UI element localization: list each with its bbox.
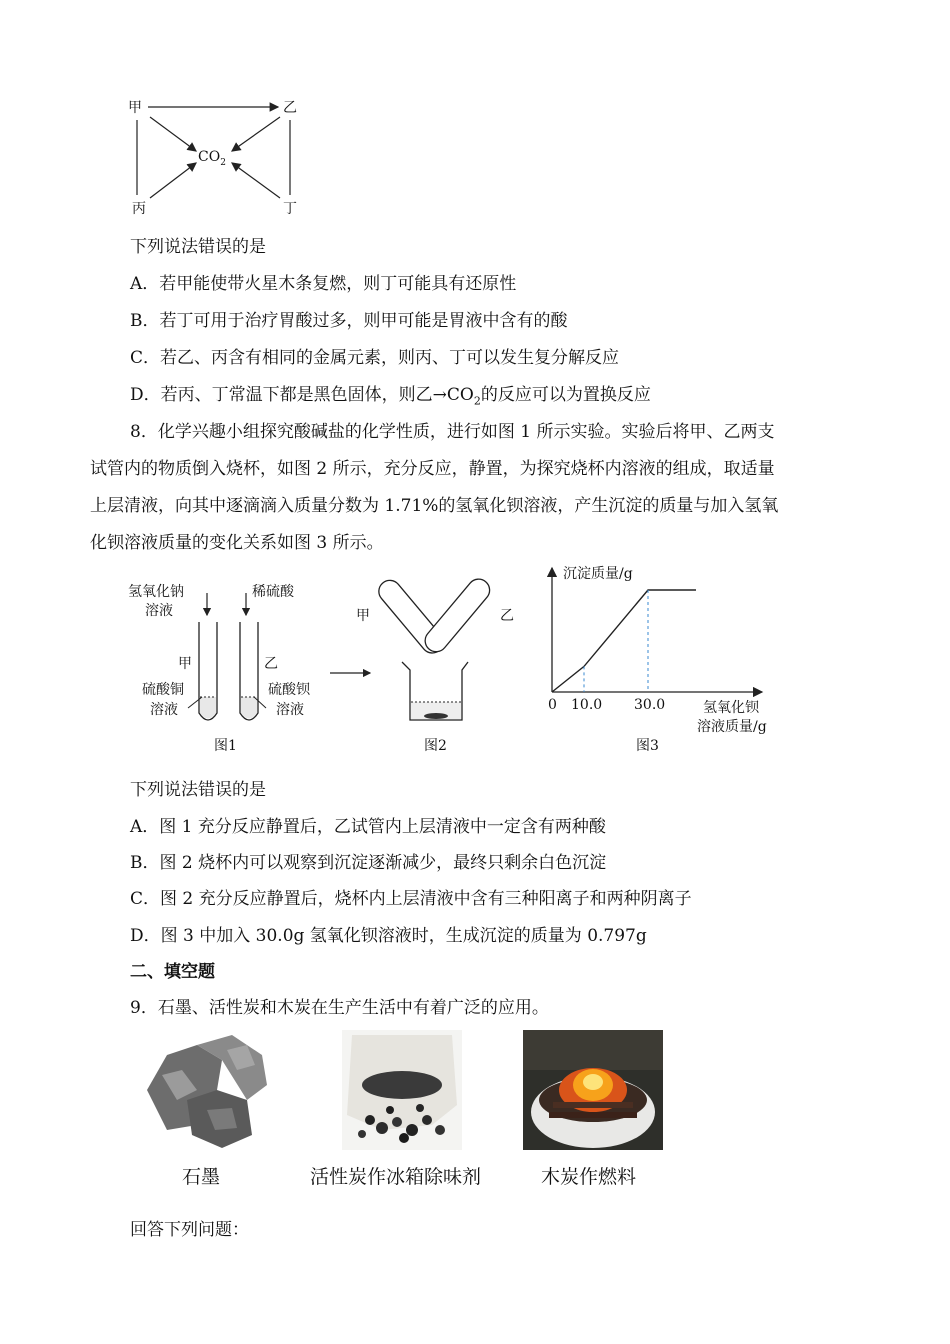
fig2-caption: 图2 <box>424 738 447 754</box>
node-ding: 丁 <box>283 201 297 217</box>
fig1-tube-jia: 甲 <box>178 656 192 672</box>
chart-ylabel: 沉淀质量/g <box>563 566 633 582</box>
fig1-sol-1a: 硫酸铜 <box>142 682 184 698</box>
chart-xlabel-line1: 氢氧化钡 <box>703 700 759 716</box>
q7-option-d: D．若丙、丁常温下都是黑色固体，则乙$\to CO_2$的反应可以为置换反应 <box>130 385 651 408</box>
q8-stem-line-4: 化钡溶液质量的变化关系如图 3 所示。 <box>90 533 384 553</box>
chart-tick-30: 30.0 <box>634 697 666 713</box>
charcoal-fuel-photo <box>523 1030 663 1150</box>
fig1-reagent-1a: 氢氧化钠 <box>128 584 184 600</box>
chart-xlabel-line2: 溶液质量/g <box>697 719 767 735</box>
q7-option-b: B．若丁可用于治疗胃酸过多，则甲可能是胃液中含有的酸 <box>130 311 568 331</box>
q8-option-c: C．图 2 充分反应静置后，烧杯内上层清液中含有三种阳离子和两种阴离子 <box>130 889 692 909</box>
q8-stem-line-1: 8．化学兴趣小组探究酸碱盐的化学性质，进行如图 1 所示实验。实验后将甲、乙两支 <box>130 422 775 442</box>
q8-stem-line-2: 试管内的物质倒入烧杯，如图 2 所示，充分反应，静置，为探究烧杯内溶液的组成，取适量 <box>90 459 775 479</box>
q8-option-b: B．图 2 烧杯内可以观察到沉淀逐渐减少，最终只剩余白色沉淀 <box>130 853 607 873</box>
graphite-photo <box>137 1030 277 1150</box>
caption-activated-carbon: 活性炭作冰箱除味剂 <box>310 1166 482 1188</box>
q7-prompt: 下列说法错误的是 <box>130 237 266 257</box>
fig1-tube-yi: 乙 <box>264 656 278 672</box>
fig2-beaker <box>360 570 510 730</box>
q7-option-c: C．若乙、丙含有相同的金属元素，则丙、丁可以发生复分解反应 <box>130 348 620 368</box>
node-co2: $CO_2$ <box>198 149 226 168</box>
fig2-label-jia: 甲 <box>356 608 370 624</box>
fig1-reagent-2: 稀硫酸 <box>252 584 294 600</box>
chart-tick-10: 10.0 <box>571 697 603 713</box>
diagram-arrows <box>120 95 310 220</box>
fig2-label-yi: 乙 <box>500 608 514 624</box>
fig1-sol-2a: 硫酸钡 <box>268 682 310 698</box>
fig1-sol-1b: 溶液 <box>150 702 178 718</box>
chart-series-line <box>552 590 696 692</box>
fig1-sol-2b: 溶液 <box>276 702 304 718</box>
q9-answer-prompt: 回答下列问题： <box>130 1220 249 1240</box>
q9-stem: 9．石墨、活性炭和木炭在生产生活中有着广泛的应用。 <box>130 998 549 1018</box>
q8-option-d: D．图 3 中加入 30.0g 氢氧化钡溶液时，生成沉淀的质量为 0.797g <box>130 926 647 946</box>
fig1-reagent-1b: 溶液 <box>145 603 173 619</box>
fig3-caption: 图3 <box>636 738 659 754</box>
q8-prompt: 下列说法错误的是 <box>130 780 266 800</box>
caption-graphite: 石墨 <box>182 1166 221 1188</box>
node-jia: 甲 <box>128 100 142 116</box>
caption-charcoal: 木炭作燃料 <box>541 1166 637 1188</box>
node-yi: 乙 <box>283 100 297 116</box>
q8-stem-line-3: 上层清液，向其中逐滴滴入质量分数为 1.71%的氢氧化钡溶液，产生沉淀的质量与加入氢氧 <box>90 496 779 516</box>
node-bing: 丙 <box>132 201 146 217</box>
activated-carbon-photo <box>342 1030 462 1150</box>
chart-origin-label: 0 <box>548 697 557 713</box>
section-title: 二、填空题 <box>130 962 215 982</box>
chart-svg <box>540 560 770 700</box>
fig1-caption: 图1 <box>214 738 237 754</box>
q7-option-a: A．若甲能使带火星木条复燃，则丁可能具有还原性 <box>130 274 517 294</box>
q8-option-a: A．图 1 充分反应静置后，乙试管内上层清液中一定含有两种酸 <box>130 817 606 837</box>
fig1-tubes <box>180 585 380 730</box>
